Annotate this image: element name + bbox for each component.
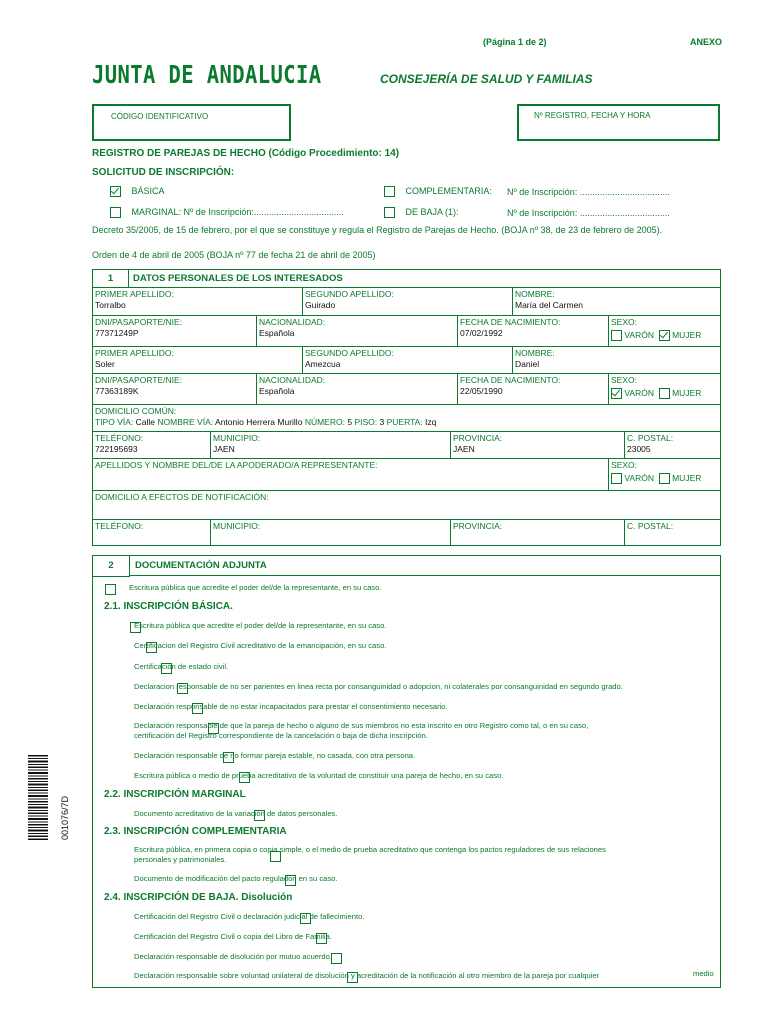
doc-8-text: Escritura pública o medio de prueba acreditativo de la voluntad de constituir una pareja de hecho, en su caso. bbox=[134, 771, 504, 780]
baja-num: Nº de Inscripción: .................................... bbox=[507, 208, 670, 218]
opt-basica[interactable] bbox=[110, 186, 165, 197]
section-1-number: 1 bbox=[93, 270, 129, 288]
doc-14-text: Declaración responsable de disolución por mutuo acuerdo. bbox=[134, 952, 332, 961]
varon-label: VARÓN bbox=[624, 388, 654, 398]
label: C. POSTAL: bbox=[627, 521, 674, 531]
opt-complementaria[interactable] bbox=[384, 186, 492, 197]
doc-2-text: Certificacion del Registro Civil acreditativo de la emancipación, en su caso. bbox=[134, 641, 387, 650]
mujer-label: MUJER bbox=[672, 388, 702, 398]
doc-9-text: Documento acreditativo de la variación de datos personales. bbox=[134, 809, 338, 818]
label: NOMBRE: bbox=[515, 348, 555, 358]
value: Daniel bbox=[515, 359, 540, 369]
checkbox-checked-icon[interactable] bbox=[110, 186, 121, 197]
label: DNI/PASAPORTE/NIE: bbox=[95, 375, 183, 385]
doc-12-text: Certificación del Registro Civil o declaración judicial de fallecimiento. bbox=[134, 912, 365, 921]
doc-3-text: Certificación de estado civil. bbox=[134, 662, 229, 671]
label: DOMICILIO COMÚN: bbox=[95, 406, 177, 416]
section-1-table bbox=[92, 269, 721, 546]
value: 77363189K bbox=[95, 386, 139, 396]
label: SEGUNDO APELLIDO: bbox=[305, 348, 394, 358]
label: NOMBRE: bbox=[515, 289, 555, 299]
mujer-label: MUJER bbox=[672, 473, 702, 483]
label: NÚMERO: bbox=[304, 417, 345, 427]
section-2-number: 2 bbox=[93, 556, 130, 577]
p1-segundo-apellido[interactable] bbox=[303, 288, 513, 316]
label: FECHA DE NACIMIENTO: bbox=[460, 317, 561, 327]
notif-municipio[interactable] bbox=[211, 520, 451, 546]
label: DNI/PASAPORTE/NIE: bbox=[95, 317, 183, 327]
value: 5 bbox=[347, 417, 353, 427]
value: 07/02/1992 bbox=[460, 328, 503, 338]
municipio[interactable] bbox=[211, 432, 451, 459]
doc-4-text: Declaracion responsable de no ser parientes en linea recta por consanguinidad o adopcion, ni colaterales por consanguinidad en segundo grado. bbox=[134, 682, 623, 691]
doc-10-text-a: Escritura pública, en primera copia o copia simple, o el medio de prueba acreditativo que contenga los pactos reguladores de sus relaciones bbox=[134, 845, 606, 854]
codigo-postal[interactable] bbox=[625, 432, 721, 459]
p2-nacionalidad[interactable] bbox=[257, 374, 458, 405]
value: María del Carmen bbox=[515, 300, 584, 310]
checkbox-icon[interactable] bbox=[384, 186, 395, 197]
label: NOMBRE VÍA: bbox=[157, 417, 214, 427]
notif-codigo-postal[interactable] bbox=[625, 520, 721, 546]
p1-sexo bbox=[609, 316, 721, 347]
label: NACIONALIDAD: bbox=[259, 317, 326, 327]
doc-15-text-b: medio bbox=[693, 969, 714, 978]
value: Torralbo bbox=[95, 300, 126, 310]
label: APELLIDOS Y NOMBRE DEL/DE LA APODERADO/A REPRESENTANTE: bbox=[95, 460, 378, 470]
codigo-label: CÓDIGO IDENTIFICATIVO bbox=[111, 112, 209, 121]
p1-primer-apellido[interactable] bbox=[93, 288, 303, 316]
doc-15-text: Declaración responsable sobre voluntad unilateral de disolución y acreditación de la notificación al otro miembro de la pareja por cualquier bbox=[134, 971, 600, 980]
value: Calle bbox=[135, 417, 156, 427]
label: SEXO: bbox=[611, 375, 637, 385]
heading-2-1: 2.1. INSCRIPCIÓN BÁSICA. bbox=[104, 601, 233, 612]
label: FECHA DE NACIMIENTO: bbox=[460, 375, 561, 385]
domicilio-notificacion[interactable] bbox=[93, 491, 721, 520]
opt-complementaria-label: COMPLEMENTARIA: bbox=[405, 186, 492, 196]
p2-dni[interactable] bbox=[93, 374, 257, 405]
value: Soler bbox=[95, 359, 115, 369]
doc-7-text: Declaración responsable de no formar pareja estable, no casada, con otra persona. bbox=[134, 751, 416, 760]
checkbox-icon[interactable] bbox=[611, 473, 622, 484]
apoderado[interactable] bbox=[93, 459, 609, 491]
p2-segundo-apellido[interactable] bbox=[303, 347, 513, 374]
barcode-number: 001076/7D bbox=[60, 795, 70, 840]
label: PROVINCIA: bbox=[453, 521, 503, 531]
notif-telefono[interactable] bbox=[93, 520, 211, 546]
label: NACIONALIDAD: bbox=[259, 375, 326, 385]
checkbox-checked-icon[interactable] bbox=[611, 388, 622, 399]
label: MUNICIPIO: bbox=[213, 521, 261, 531]
value: 3 bbox=[379, 417, 385, 427]
label: C. POSTAL: bbox=[627, 433, 674, 443]
logo-junta-andalucia: JUNTA DE ANDALUCIA bbox=[92, 60, 322, 89]
checkbox-icon[interactable] bbox=[611, 330, 622, 341]
section-2-title: DOCUMENTACIÓN ADJUNTA bbox=[129, 556, 720, 576]
opt-baja-label: DE BAJA (1): bbox=[405, 207, 459, 217]
value: Guirado bbox=[305, 300, 336, 310]
decreto-text: Decreto 35/2005, de 15 de febrero, por el que se constituye y regula el Registro de Parejas de Hecho. (BOJA nº 38, de 23 de febrero de 2005). bbox=[92, 225, 663, 235]
p2-primer-apellido[interactable] bbox=[93, 347, 303, 374]
form-title: REGISTRO DE PAREJAS DE HECHO (Código Procedimiento: 14) bbox=[92, 148, 400, 159]
doc-13-text: Certificación del Registro Civil o copia del Libro de Familia. bbox=[134, 932, 332, 941]
checkbox-checked-icon[interactable] bbox=[659, 330, 670, 341]
value: Antonio Herrera Murillo bbox=[215, 417, 303, 427]
doc-0-text: Escritura pública que acredite el poder del/de la representante, en su caso. bbox=[129, 583, 382, 592]
doc-6-text-b: certificación del Registro correspondiente de la cancelación o baja de dicha inscripción. bbox=[134, 731, 428, 740]
provincia[interactable] bbox=[451, 432, 625, 459]
p1-fecha-nacimiento[interactable] bbox=[458, 316, 609, 347]
telefono[interactable] bbox=[93, 432, 211, 459]
doc-11-text: Documento de modificación del pacto regulador, en su caso. bbox=[134, 874, 338, 883]
doc-0-checkbox[interactable] bbox=[105, 584, 116, 595]
doc-14-checkbox[interactable] bbox=[331, 953, 342, 964]
label: PISO: bbox=[354, 417, 378, 427]
doc-5-text: Declaración responsable de no estar incapacitados para prestar el consentimiento necesario. bbox=[134, 702, 448, 711]
value: 77371249P bbox=[95, 328, 139, 338]
section-1-title: DATOS PERSONALES DE LOS INTERESADOS bbox=[129, 270, 721, 288]
p2-nombre[interactable] bbox=[513, 347, 721, 374]
doc-6-text-a: Declaración responsable de que la pareja de hecho o alguno de sus miembros no esta inscrito en otro Registro como tal, o en su caso, bbox=[134, 721, 589, 730]
label: MUNICIPIO: bbox=[213, 433, 261, 443]
label: SEXO: bbox=[611, 317, 637, 327]
opt-marginal-label: MARGINAL: Nº de Inscripción:.................................... bbox=[131, 207, 344, 217]
complementaria-num: Nº de Inscripción: .................................... bbox=[507, 187, 670, 197]
annex-label: ANEXO bbox=[690, 37, 723, 47]
label: TIPO VÍA: bbox=[95, 417, 134, 427]
label: PROVINCIA: bbox=[453, 433, 503, 443]
label: PRIMER APELLIDO: bbox=[95, 348, 174, 358]
p2-fecha-nacimiento[interactable] bbox=[458, 374, 609, 405]
codigo-box bbox=[92, 104, 291, 141]
orden-text: Orden de 4 de abril de 2005 (BOJA nº 77 de fecha 21 de abril de 2005) bbox=[92, 250, 376, 260]
value: JAEN bbox=[213, 444, 235, 454]
varon-label: VARÓN bbox=[624, 473, 654, 483]
p1-dni[interactable] bbox=[93, 316, 257, 347]
heading-2-4: 2.4. INSCRIPCIÓN DE BAJA. Disolución bbox=[104, 892, 293, 903]
opt-basica-label: BÁSICA bbox=[131, 186, 165, 196]
value: 23005 bbox=[627, 444, 651, 454]
value: JAEN bbox=[453, 444, 475, 454]
varon-label: VARÓN bbox=[624, 330, 654, 340]
p1-nombre[interactable] bbox=[513, 288, 721, 316]
doc-1-text: Escritura pública que acredite el poder del/de la representante, en su caso. bbox=[134, 621, 387, 630]
ministry-name: CONSEJERÍA DE SALUD Y FAMILIAS bbox=[380, 72, 593, 86]
value: Española bbox=[259, 328, 295, 338]
registro-box bbox=[517, 104, 720, 141]
heading-2-2: 2.2. INSCRIPCIÓN MARGINAL bbox=[104, 789, 246, 800]
mujer-label: MUJER bbox=[672, 330, 702, 340]
checkbox-icon[interactable] bbox=[659, 473, 670, 484]
domicilio-comun[interactable] bbox=[93, 405, 721, 432]
value: Izq bbox=[425, 417, 437, 427]
heading-2-3: 2.3. INSCRIPCIÓN COMPLEMENTARIA bbox=[104, 826, 287, 837]
label: SEXO: bbox=[611, 460, 637, 470]
registro-label: Nº REGISTRO, FECHA Y HORA bbox=[534, 111, 651, 120]
checkbox-icon[interactable] bbox=[110, 207, 121, 218]
value: Amezcua bbox=[305, 359, 341, 369]
label: PRIMER APELLIDO: bbox=[95, 289, 174, 299]
p2-sexo bbox=[609, 374, 721, 405]
apoderado-sexo bbox=[609, 459, 721, 491]
barcode bbox=[28, 755, 48, 840]
label: TELÉFONO: bbox=[95, 433, 144, 443]
label: PUERTA: bbox=[386, 417, 423, 427]
checkbox-icon[interactable] bbox=[384, 207, 395, 218]
value: Española bbox=[259, 386, 295, 396]
barcode-icon bbox=[28, 755, 48, 840]
checkbox-icon[interactable] bbox=[659, 388, 670, 399]
notif-provincia[interactable] bbox=[451, 520, 625, 546]
label: SEGUNDO APELLIDO: bbox=[305, 289, 394, 299]
label: DOMICILIO A EFECTOS DE NOTIFICACIÓN: bbox=[95, 492, 269, 502]
label: TELÉFONO: bbox=[95, 521, 144, 531]
solicitud-label: SOLICITUD DE INSCRIPCIÓN: bbox=[92, 167, 235, 178]
opt-marginal[interactable] bbox=[110, 207, 344, 218]
value: 722195693 bbox=[95, 444, 138, 454]
page-number: (Página 1 de 2) bbox=[483, 37, 547, 47]
opt-baja[interactable] bbox=[384, 207, 459, 218]
p1-nacionalidad[interactable] bbox=[257, 316, 458, 347]
doc-10-text-b: personales y patrimoniales. bbox=[134, 855, 227, 864]
value: 22/05/1990 bbox=[460, 386, 503, 396]
